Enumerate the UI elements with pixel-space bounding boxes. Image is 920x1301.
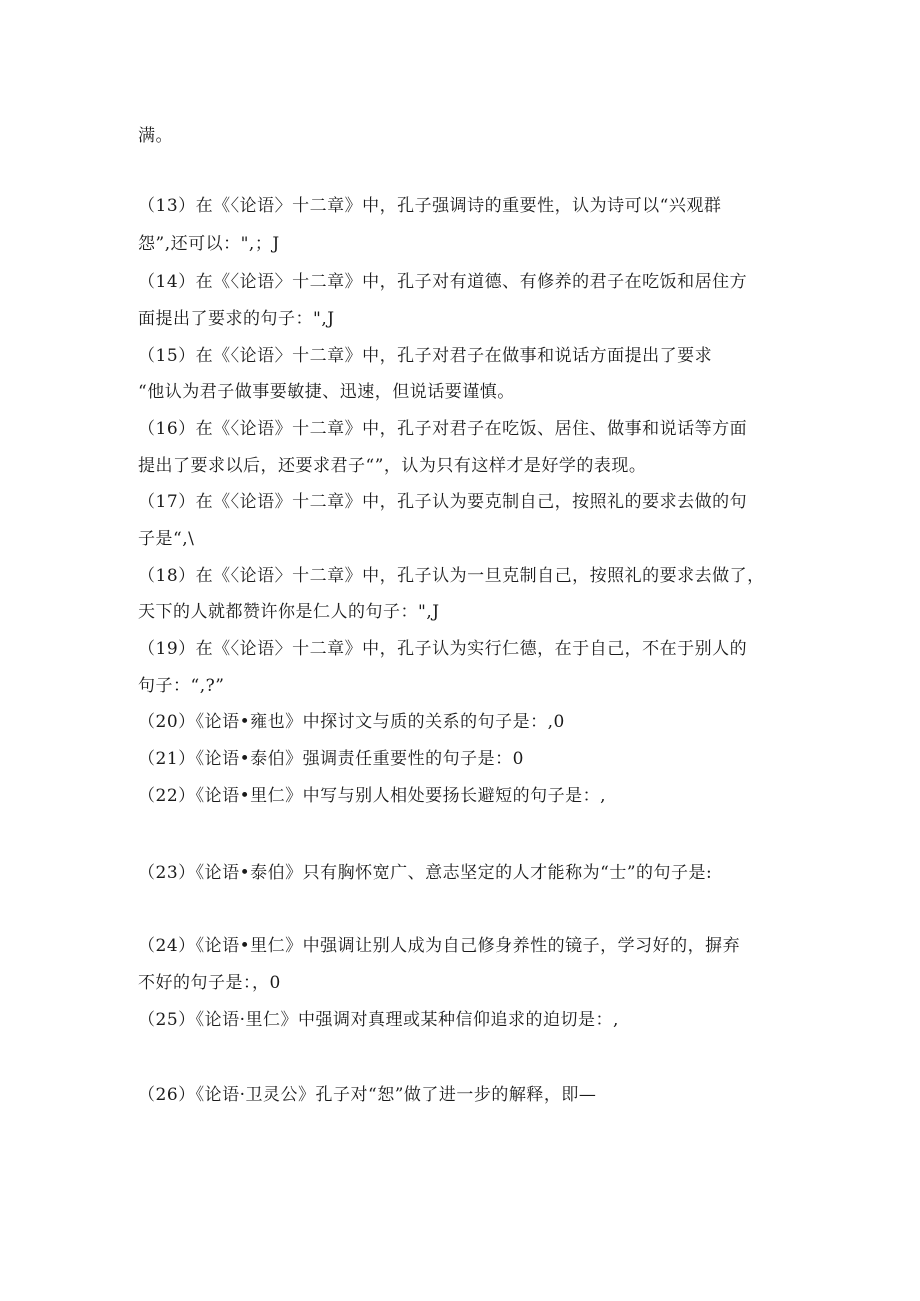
question-13-line-2: 怨”,还可以：",；J (138, 234, 280, 254)
question-25: （25）《论语·里仁》中强调对真理或某种信仰追求的迫切是：, (138, 1010, 619, 1030)
question-16-line-1: （16）在《〈论语》十二章》中，孔子对君子在吃饭、居住、做事和说话等方面 (138, 419, 748, 439)
question-18-line-2: 天下的人就都赞许你是仁人的句子：",J (138, 602, 440, 622)
question-24-line-1: （24）《论语•里仁》中强调让别人成为自己修身养性的镜子，学习好的，摒弃 (138, 936, 741, 956)
question-19-line-1: （19）在《〈论语〉十二章》中，孔子认为实行仁德，在于自己，不在于别人的 (138, 639, 748, 659)
question-17-line-2: 子是“,\ (138, 529, 195, 549)
question-14-line-1: （14）在《〈论语〉十二章》中，孔子对有道德、有修养的君子在吃饭和居住方 (138, 272, 748, 292)
question-15-line-2: “他认为君子做事要敏捷、迅速，但说话要谨慎。 (138, 382, 515, 402)
question-20: （20）《论语•雍也》中探讨文与质的关系的句子是：,0 (138, 712, 565, 732)
question-24-line-2: 不好的句子是：，0 (138, 973, 281, 993)
question-22: （22）《论语•里仁》中写与别人相处要扬长避短的句子是：, (138, 786, 607, 806)
question-19-line-2: 句子：“,?” (138, 676, 225, 696)
question-16-line-2: 提出了要求以后，还要求君子“”，认为只有这样才是好学的表现。 (138, 456, 647, 476)
question-17-line-1: （17）在《〈论语》十二章》中，孔子认为要克制自己，按照礼的要求去做的句 (138, 492, 748, 512)
question-15-line-1: （15）在《〈论语〉十二章》中，孔子对君子在做事和说话方面提出了要求 (138, 346, 713, 366)
question-14-line-2: 面提出了要求的句子：",J (138, 309, 335, 329)
question-23: （23）《论语•泰伯》只有胸怀宽广、意志坚定的人才能称为“士”的句子是: (138, 863, 713, 883)
question-13-line-1: （13）在《〈论语〉十二章》中，孔子强调诗的重要性，认为诗可以“兴观群 (138, 196, 722, 216)
text-line-continuation: 满。 (138, 126, 173, 146)
question-21: （21）《论语•泰伯》强调责任重要性的句子是：0 (138, 749, 524, 769)
question-18-line-1: （18）在《〈论语〉十二章》中，孔子认为一旦克制自己，按照礼的要求去做了， (138, 566, 765, 586)
question-26: （26）《论语·卫灵公》孔子对“恕”做了进一步的解释，即— (138, 1085, 597, 1105)
